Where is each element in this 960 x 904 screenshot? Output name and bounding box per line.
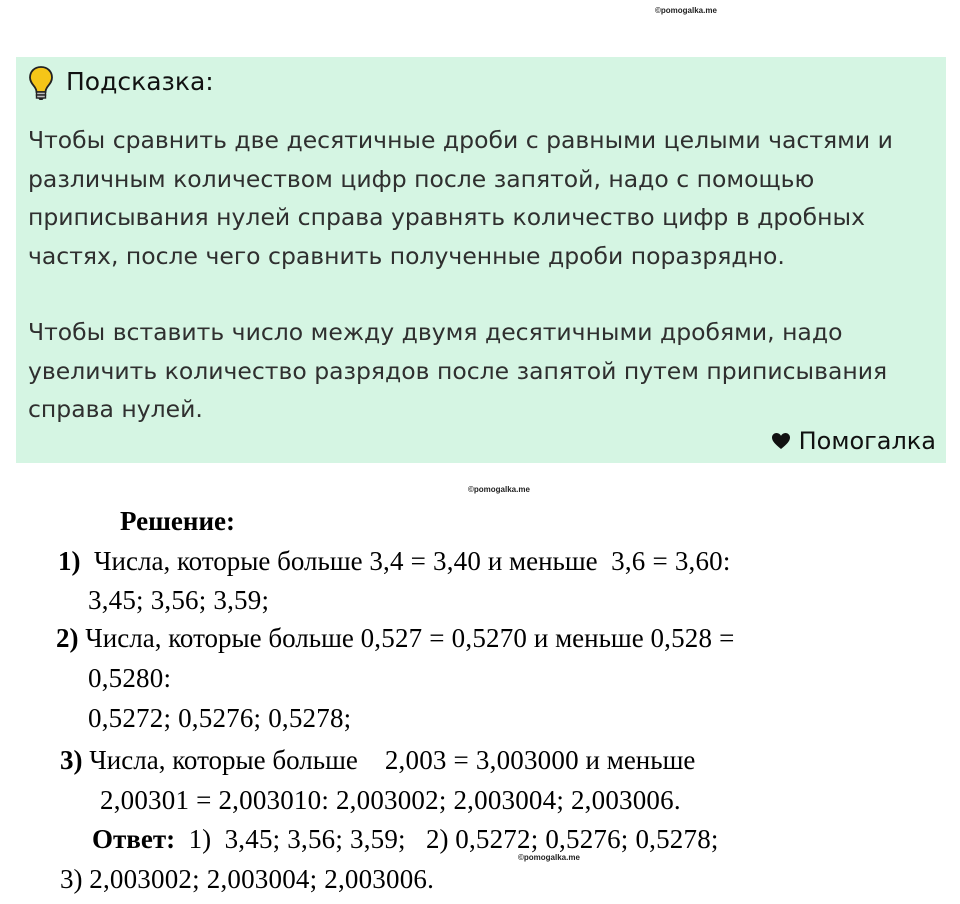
item-2-line-2: 0,5280: [88, 663, 172, 693]
item-2-expr-a: 0,527 = 0,5270 [360, 623, 528, 653]
answer-part-2: 0,5272; 0,5276; 0,5278; [455, 824, 719, 854]
item-3-expr-a: 2,003 = 3,003000 [384, 745, 579, 775]
hint-paragraph-2: Чтобы вставить число между двумя десятичными дробями, надо увеличить количество разрядов после запятой путем приписывания справа нулей. [28, 318, 888, 423]
item-3-text-b: и меньше [578, 745, 696, 775]
hint-title: Подсказка: [66, 67, 214, 96]
watermark-middle: ©pomogalka.me [468, 485, 530, 494]
watermark-bottom: ©pomogalka.me [518, 853, 580, 862]
signature-text: Помогалка [798, 427, 936, 455]
answer-label: Ответ: [92, 824, 176, 854]
signature [771, 427, 936, 455]
item-1-text-a: Числа, которые больше [94, 546, 370, 576]
answer-line [92, 826, 719, 853]
item-2-number: 2) [56, 623, 79, 653]
item-2-text-a: Числа, которые больше [85, 623, 361, 653]
solution-heading: Решение: [120, 506, 235, 536]
item-1-number: 1) [58, 546, 81, 576]
watermark-top: ©pomogalka.me [655, 6, 717, 15]
solution-item-2 [56, 625, 735, 652]
item-1-line-2: 3,45; 3,56; 3,59; [88, 585, 270, 615]
item-1-expr-b: 3,6 = 3,60: [611, 546, 731, 576]
solution-item-1 [58, 548, 731, 575]
item-1-expr-a: 3,4 = 3,40 [369, 546, 482, 576]
answer-line-2 [60, 866, 434, 893]
answer-part-1: 3,45; 3,56; 3,59; [224, 824, 406, 854]
item-2-expr-b: 0,528 = [650, 623, 735, 653]
hint-box [16, 57, 946, 463]
item-2-line-3: 0,5272; 0,5276; 0,5278; [88, 703, 352, 733]
heart-icon [771, 432, 791, 450]
item-1-text-b: и меньше [481, 546, 605, 576]
hint-paragraph-1: Чтобы сравнить две десятичные дроби с равными целыми частями и различным количеством цифр после запятой, надо с помощью приписывания нулей справа уравнять количество цифр в дробных частях, после чего сравнить полученные дроби поразрядно. [28, 126, 893, 270]
answer-part-2-number: 2) [426, 824, 449, 854]
answer-part-1-number: 1) [188, 824, 212, 854]
item-2-text-b: и меньше [527, 623, 651, 653]
solution-item-3 [60, 747, 695, 774]
item-3-line-2: 2,00301 = 2,003010: 2,003002; 2,003004; 2,003006. [100, 785, 681, 815]
answer-part-3: 2,003002; 2,003004; 2,003006. [89, 864, 435, 894]
answer-part-3-number: 3) [60, 864, 83, 894]
item-3-number: 3) [60, 745, 83, 775]
item-3-text-a: Числа, которые больше [89, 745, 365, 775]
lightbulb-icon [28, 65, 54, 101]
